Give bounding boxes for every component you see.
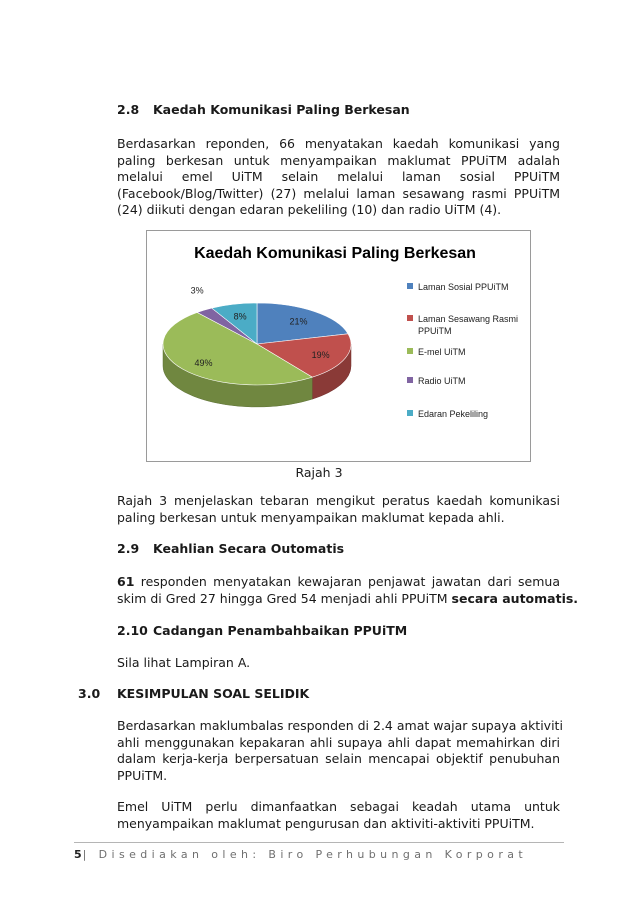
section-title: Cadangan Penambahbaikan PPUiTM [153, 623, 408, 638]
legend-label: Radio UiTM [418, 376, 466, 386]
section-title: KESIMPULAN SOAL SELIDIK [117, 686, 310, 701]
paragraph-line: melalui emel UiTM selain melalui laman sosial PPUiTM [117, 169, 560, 184]
page-footer [74, 848, 527, 861]
legend-swatch [407, 283, 413, 289]
paragraph-line: paling berkesan untuk menyampaikan maklumat kepada ahli. [117, 509, 505, 525]
paragraph-line: dalam kerja-kerja berpersatuan selain mencapai objektif penubuhan [117, 751, 560, 766]
paragraph-line: ahli menggunakan kepakaran ahli supaya ahli dapat memahirkan diri [117, 734, 560, 750]
legend-swatch [407, 348, 413, 354]
paragraph-line: Emel UiTM perlu dimanfaatkan sebagai keadah utama untuk [117, 799, 560, 814]
section-2-8-paragraph [117, 136, 560, 219]
footer-text: | Disediakan oleh: Biro Perhubungan Korporat [82, 848, 528, 861]
paragraph-line: Rajah 3 menjelaskan tebaran mengikut peratus kaedah komunikasi [117, 493, 560, 508]
paragraph-line [117, 574, 560, 591]
legend-label: E-mel UiTM [418, 347, 466, 357]
legend-label: PPUiTM [418, 326, 452, 336]
figure-description [117, 493, 560, 526]
paragraph-line: (Facebook/Blog/Twitter) (27) melalui laman sesawang rasmi PPUiTM [117, 185, 560, 201]
data-label: 8% [233, 311, 247, 322]
legend-label: Laman Sosial PPUiTM [418, 282, 509, 292]
legend-label: Edaran Pekeliling [418, 409, 489, 419]
section-2-9-paragraph [117, 574, 579, 607]
data-label: 3% [190, 285, 204, 296]
section-number: 2.10 [117, 623, 148, 638]
paragraph-line: Berdasarkan maklumbalas responden di 2.4 amat wajar supaya aktiviti [117, 718, 563, 733]
page-number: 5 [74, 848, 83, 861]
section-2-10-heading [0, 623, 638, 641]
emphasis-text: secara automatis. [451, 590, 579, 606]
section-3-0-paragraph-1 [117, 718, 563, 784]
pie-chart-figure [146, 230, 531, 462]
section-2-9-heading [0, 541, 638, 559]
section-title: Keahlian Secara Outomatis [153, 541, 345, 556]
data-label: 49% [194, 358, 213, 369]
paragraph-text: skim di Gred 27 hingga Gred 54 menjadi ahli PPUiTM [117, 590, 452, 606]
paragraph-text: responden menyatakan kewajaran penjawat jawatan dari semua [134, 574, 560, 589]
legend-swatch [407, 315, 413, 321]
respondent-count: 61 [117, 574, 135, 589]
paragraph-line: PPUiTM. [117, 767, 168, 783]
section-3-0-paragraph-2 [117, 799, 560, 832]
paragraph-line: menyampaikan maklumat pengurusan dan aktiviti-aktiviti PPUiTM. [117, 815, 535, 831]
paragraph-line: Sila lihat Lampiran A. [117, 655, 251, 670]
figure-caption: Rajah 3 [295, 465, 343, 480]
section-2-8-heading [0, 102, 638, 120]
footer-divider [74, 842, 564, 843]
paragraph-line [117, 590, 579, 608]
paragraph-line: Berdasarkan reponden, 66 menyatakan kaedah komunikasi yang [117, 136, 560, 151]
section-number: 2.8 [117, 102, 140, 117]
section-3-0-heading [0, 686, 638, 704]
data-label: 21% [289, 316, 308, 327]
legend-swatch [407, 410, 413, 416]
section-2-10-paragraph [117, 655, 560, 672]
legend-label: Laman Sesawang Rasmi [418, 314, 519, 324]
chart-title: Kaedah Komunikasi Paling Berkesan [194, 245, 476, 262]
section-number: 2.9 [117, 541, 140, 556]
pie-chart [147, 231, 532, 463]
data-label: 19% [311, 349, 330, 360]
legend-swatch [407, 377, 413, 383]
paragraph-line: (24) diikuti dengan edaran pekeliling (10) dan radio UiTM (4). [117, 202, 502, 217]
section-title: Kaedah Komunikasi Paling Berkesan [153, 102, 410, 117]
section-number: 3.0 [78, 686, 101, 701]
paragraph-line: paling berkesan untuk menyampaikan maklumat PPUiTM adalah [117, 152, 560, 168]
